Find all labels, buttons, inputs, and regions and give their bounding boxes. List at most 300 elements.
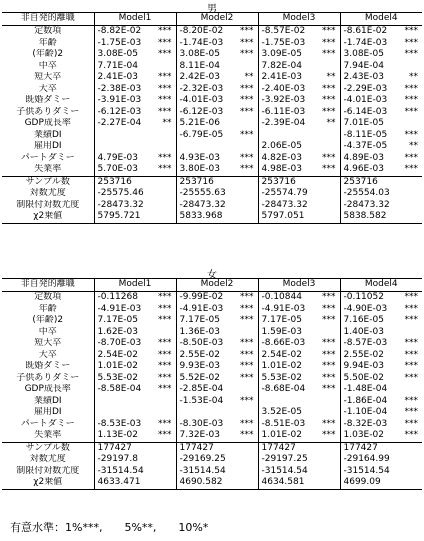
significance-stars: *** — [144, 419, 176, 431]
significance-stars — [144, 327, 176, 339]
row-label: 業績DI — [2, 130, 94, 142]
coefficient-value — [258, 130, 308, 142]
stat-value: -31514.54 — [258, 466, 340, 478]
coefficient-value — [94, 407, 144, 419]
coefficient-value: -6.79E-05 — [179, 129, 224, 140]
coefficient-value: -1.74E-03 — [343, 37, 388, 48]
significance-stars: *** — [404, 372, 418, 383]
model-header: Model2 — [176, 13, 258, 26]
row-label: (年齢)2 — [2, 315, 94, 327]
coefficient-value: -2.27E-04 — [97, 118, 142, 128]
significance-stars: *** — [404, 83, 418, 94]
significance-stars: *** — [404, 152, 418, 163]
significance-stars — [308, 396, 340, 408]
table-row — [2, 373, 422, 385]
stat-value: -29164.99 — [343, 454, 390, 464]
coefficient-value: -1.75E-03 — [97, 37, 142, 48]
significance-stars: *** — [144, 315, 176, 327]
row-label: 大卒 — [2, 84, 94, 96]
significance-stars: *** — [404, 129, 418, 140]
table-row — [2, 49, 422, 61]
significance-stars: *** — [404, 407, 418, 417]
stat-value: -25555.63 — [176, 188, 258, 200]
coefficient-value: 9.94E-03 — [343, 361, 384, 371]
coefficient-value: 7.17E-05 — [97, 315, 138, 325]
table-row — [2, 350, 422, 362]
significance-stars — [390, 327, 422, 339]
significance-stars: *** — [404, 49, 418, 59]
stat-value: 5833.968 — [176, 211, 258, 223]
stat-value: 4633.471 — [94, 477, 176, 489]
significance-stars — [144, 61, 176, 73]
coefficient-value: 7.17E-05 — [179, 315, 220, 325]
coefficient-value: 3.08E-05 — [179, 49, 220, 59]
significance-stars: *** — [144, 430, 176, 442]
coefficient-value: 5.21E-06 — [179, 118, 220, 128]
coefficient-value — [94, 396, 144, 408]
stats-row — [2, 211, 422, 223]
table-row — [2, 292, 422, 304]
significance-stars: *** — [308, 26, 340, 38]
stats-row — [2, 466, 422, 478]
significance-stars: *** — [404, 95, 418, 105]
significance-stars: *** — [226, 430, 258, 442]
coefficient-value: 5.70E-03 — [97, 164, 138, 174]
significance-stars — [308, 407, 340, 419]
stat-value: 5797.051 — [258, 211, 340, 223]
stat-value: -28473.32 — [343, 199, 390, 210]
coefficient-value: -0.11052 — [343, 292, 384, 302]
coefficient-value: -8.68E-04 — [261, 384, 306, 394]
coefficient-value: -8.32E-03 — [343, 418, 388, 429]
significance-stars: *** — [226, 338, 258, 350]
significance-stars: *** — [404, 292, 418, 302]
significance-stars: ** — [226, 72, 258, 84]
significance-stars: *** — [308, 338, 340, 350]
significance-stars: *** — [226, 107, 258, 119]
coefficient-value: -4.37E-05 — [343, 141, 388, 151]
table-row — [2, 107, 422, 119]
stat-value: -31514.54 — [176, 466, 258, 478]
coefficient-value: 2.54E-02 — [97, 349, 138, 360]
stats-row — [2, 477, 422, 489]
significance-stars — [144, 130, 176, 142]
significance-stars: *** — [308, 38, 340, 50]
stat-label: 制限付対数尤度 — [2, 200, 94, 212]
coefficient-value: 4.89E-03 — [343, 152, 384, 163]
significance-stars: *** — [144, 107, 176, 119]
coefficient-value: -8.51E-03 — [261, 418, 306, 429]
significance-stars: *** — [226, 373, 258, 385]
coefficient-value — [94, 141, 144, 153]
coefficient-value: -8.58E-04 — [97, 384, 142, 394]
significance-stars: *** — [226, 361, 258, 373]
stat-label: 対数尤度 — [2, 188, 94, 200]
coefficient-value: 5.53E-02 — [261, 372, 302, 383]
significance-stars: *** — [226, 153, 258, 165]
significance-stars: *** — [308, 315, 340, 327]
coefficient-value: 4.98E-03 — [261, 164, 302, 174]
table-header-row — [2, 279, 422, 292]
coefficient-value: 3.09E-05 — [261, 49, 302, 59]
coefficient-value — [176, 141, 226, 153]
significance-stars: *** — [226, 350, 258, 362]
significance-stars: ** — [308, 118, 340, 130]
coefficient-value: -8.20E-02 — [179, 26, 224, 36]
coefficient-value: 1.03E-02 — [343, 430, 384, 440]
model-header: Model1 — [94, 279, 176, 292]
model-header: Model4 — [340, 279, 422, 292]
table-row — [2, 26, 422, 38]
table-row — [2, 164, 422, 176]
stat-value: -28473.32 — [94, 200, 176, 212]
significance-stars: *** — [404, 430, 418, 440]
coefficient-value: -1.53E-04 — [179, 395, 224, 406]
significance-stars: *** — [144, 373, 176, 385]
stat-value: -28473.32 — [176, 200, 258, 212]
significance-stars: *** — [308, 373, 340, 385]
significance-stars: *** — [404, 37, 418, 48]
significance-stars: *** — [144, 49, 176, 61]
coefficient-value: -9.99E-02 — [179, 292, 224, 302]
row-label: パートダミー — [2, 153, 94, 165]
coefficient-value: 1.36E-03 — [179, 326, 220, 337]
significance-stars: *** — [308, 430, 340, 442]
table-row — [2, 430, 422, 442]
significance-stars — [308, 61, 340, 73]
significance-stars: *** — [308, 361, 340, 373]
row-label: 既婚ダミー — [2, 95, 94, 107]
significance-footnote: 有意水準：1%***, 5%**, 10%* — [10, 521, 209, 534]
coefficient-value: 7.17E-05 — [261, 315, 302, 325]
significance-stars: *** — [144, 26, 176, 38]
row-label: 年齢 — [2, 38, 94, 50]
coefficient-value: 8.11E-04 — [179, 60, 220, 71]
significance-stars: *** — [308, 153, 340, 165]
coefficient-value: 9.93E-03 — [179, 361, 220, 371]
significance-stars — [390, 61, 422, 73]
coefficient-value: -4.01E-03 — [179, 95, 224, 105]
table-row — [2, 38, 422, 50]
coefficient-value: -4.91E-03 — [179, 303, 224, 314]
significance-stars: *** — [404, 418, 418, 429]
coefficient-value: -2.40E-03 — [261, 83, 306, 94]
stat-label: 対数尤度 — [2, 454, 94, 466]
coefficient-value: -1.86E-04 — [343, 395, 388, 406]
significance-stars: *** — [226, 315, 258, 327]
significance-stars: ** — [409, 141, 418, 151]
section-title-female: 女 — [207, 270, 217, 281]
coefficient-value: 3.52E-05 — [261, 407, 302, 417]
coefficient-value: 3.08E-05 — [343, 49, 384, 59]
row-label: 短大卒 — [2, 72, 94, 84]
significance-stars: *** — [308, 164, 340, 176]
significance-stars — [226, 141, 258, 153]
stat-value: -31514.54 — [343, 465, 390, 476]
row-label: 雇用DI — [2, 141, 94, 153]
row-label: 失業率 — [2, 164, 94, 176]
significance-stars: *** — [404, 26, 418, 36]
significance-stars: *** — [144, 338, 176, 350]
significance-stars — [144, 141, 176, 153]
row-label: 業績DI — [2, 396, 94, 408]
significance-stars — [144, 396, 176, 408]
significance-stars: *** — [404, 164, 418, 174]
stat-value: 177427 — [176, 442, 258, 454]
model-header: Model1 — [94, 13, 176, 26]
stat-label: χ2乗値 — [2, 477, 94, 489]
row-label: 中卒 — [2, 61, 94, 73]
coefficient-value: -8.57E-03 — [343, 338, 388, 348]
significance-stars: *** — [226, 304, 258, 316]
coefficient-value: -0.11268 — [97, 292, 138, 302]
coefficient-value: 5.53E-02 — [97, 372, 138, 383]
coefficient-value — [176, 407, 226, 419]
coefficient-value: 7.32E-03 — [179, 430, 220, 440]
coefficient-value: -6.14E-03 — [343, 106, 388, 117]
header-label: 非自発的離職 — [2, 13, 94, 26]
stat-value: 177427 — [340, 442, 422, 454]
stat-value: -28473.32 — [258, 200, 340, 212]
significance-stars: *** — [404, 349, 418, 360]
row-label: 年齢 — [2, 304, 94, 316]
coefficient-value: -1.75E-03 — [261, 37, 306, 48]
table-row — [2, 95, 422, 107]
significance-stars: *** — [144, 84, 176, 96]
stat-value: -31514.54 — [94, 466, 176, 478]
table-row — [2, 72, 422, 84]
coefficient-value: 2.55E-02 — [179, 349, 220, 360]
significance-stars: *** — [226, 84, 258, 96]
significance-stars: *** — [144, 153, 176, 165]
coefficient-value: -2.85E-04 — [179, 384, 224, 394]
significance-stars: *** — [144, 350, 176, 362]
significance-stars: *** — [404, 106, 418, 117]
stat-value: -29197.8 — [94, 454, 176, 466]
table-row — [2, 419, 422, 431]
coefficient-value: -8.70E-03 — [97, 338, 142, 348]
stat-value: 253716 — [94, 176, 176, 188]
significance-stars — [226, 327, 258, 339]
table-row — [2, 304, 422, 316]
significance-stars — [390, 384, 422, 396]
significance-stars: *** — [308, 419, 340, 431]
significance-stars: *** — [144, 38, 176, 50]
coefficient-value: 7.16E-05 — [343, 315, 384, 325]
coefficient-value: 7.71E-04 — [97, 60, 138, 71]
significance-stars: *** — [144, 95, 176, 107]
coefficient-value: -4.91E-03 — [261, 303, 306, 314]
coefficient-value: 1.01E-02 — [261, 361, 302, 371]
coefficient-value: 3.80E-03 — [179, 164, 220, 174]
row-label: (年齢)2 — [2, 49, 94, 61]
significance-stars: *** — [308, 292, 340, 304]
significance-stars — [226, 118, 258, 130]
table-row — [2, 141, 422, 153]
model-header: Model3 — [258, 13, 340, 26]
coefficient-value: 1.01E-02 — [261, 430, 302, 440]
stat-value: 253716 — [340, 176, 422, 188]
coefficient-value: -4.01E-03 — [343, 95, 388, 105]
significance-stars: *** — [144, 72, 176, 84]
row-label: 雇用DI — [2, 407, 94, 419]
row-label: 大卒 — [2, 350, 94, 362]
coefficient-value: 1.62E-03 — [97, 326, 138, 337]
stats-row — [2, 200, 422, 212]
coefficient-value: -8.57E-02 — [261, 26, 306, 36]
model-header: Model4 — [340, 13, 422, 26]
stats-row — [2, 188, 422, 200]
coefficient-value: -6.11E-03 — [261, 106, 306, 117]
stat-value: 4690.582 — [176, 477, 258, 489]
coefficient-value: -8.82E-02 — [97, 26, 142, 36]
significance-stars: *** — [144, 292, 176, 304]
significance-stars: *** — [226, 292, 258, 304]
coefficient-value: -2.39E-04 — [261, 118, 306, 128]
stat-value: -29169.25 — [176, 454, 258, 466]
significance-stars — [308, 141, 340, 153]
coefficient-value: 2.06E-05 — [261, 141, 302, 151]
significance-stars: *** — [308, 95, 340, 107]
significance-stars — [390, 118, 422, 130]
coefficient-value: -8.66E-03 — [261, 338, 306, 348]
coefficient-value: 5.50E-02 — [343, 372, 384, 383]
coefficient-value: 5.52E-02 — [179, 372, 220, 383]
coefficient-value: -4.90E-03 — [343, 303, 388, 314]
coefficient-value: 7.82E-04 — [261, 60, 302, 71]
coefficient-value: -8.53E-03 — [97, 418, 142, 429]
coefficient-value: -4.91E-03 — [97, 303, 142, 314]
coefficient-value: -2.38E-03 — [97, 83, 142, 94]
table-row — [2, 153, 422, 165]
significance-stars: ** — [308, 72, 340, 84]
row-label: 短大卒 — [2, 338, 94, 350]
regression-table-female — [2, 278, 422, 490]
significance-stars: ** — [144, 118, 176, 130]
significance-stars: *** — [144, 304, 176, 316]
significance-stars: *** — [226, 26, 258, 38]
significance-stars: *** — [308, 107, 340, 119]
coefficient-value: -8.61E-02 — [343, 26, 388, 36]
coefficient-value: -6.12E-03 — [179, 106, 224, 117]
coefficient-value: 3.08E-05 — [97, 49, 138, 59]
stat-label: サンプル数 — [2, 176, 94, 188]
significance-stars: *** — [226, 130, 258, 142]
header-label: 非自発的離職 — [2, 279, 94, 292]
significance-stars — [226, 407, 258, 419]
coefficient-value: 4.79E-03 — [97, 152, 138, 163]
coefficient-value — [258, 396, 308, 408]
coefficient-value: 1.01E-02 — [97, 361, 138, 371]
stat-value: -25575.46 — [94, 188, 176, 200]
row-label: パートダミー — [2, 419, 94, 431]
significance-stars: *** — [226, 419, 258, 431]
model-header: Model2 — [176, 279, 258, 292]
significance-stars: *** — [226, 396, 258, 408]
coefficient-value: -6.12E-03 — [97, 106, 142, 117]
coefficient-value: -2.32E-03 — [179, 83, 224, 94]
stat-value: -25574.79 — [258, 188, 340, 200]
table-header-row — [2, 13, 422, 26]
stat-label: 制限付対数尤度 — [2, 466, 94, 478]
significance-stars — [144, 407, 176, 419]
stat-value: -29197.25 — [258, 454, 340, 466]
significance-stars: *** — [226, 38, 258, 50]
stat-value: 177427 — [258, 442, 340, 454]
stat-value: 253716 — [176, 176, 258, 188]
table-row — [2, 61, 422, 73]
significance-stars: *** — [308, 49, 340, 61]
row-label: 既婚ダミー — [2, 361, 94, 373]
row-label: 失業率 — [2, 430, 94, 442]
significance-stars: *** — [404, 303, 418, 314]
coefficient-value: -1.74E-03 — [179, 37, 224, 48]
table-row — [2, 338, 422, 350]
table-row — [2, 407, 422, 419]
significance-stars: *** — [404, 395, 418, 406]
stat-value: 4699.09 — [340, 477, 422, 489]
table-row — [2, 84, 422, 96]
row-label: 定数項 — [2, 292, 94, 304]
stat-label: χ2乗値 — [2, 211, 94, 223]
coefficient-value: -1.10E-04 — [343, 407, 388, 417]
stat-value: -25554.03 — [343, 188, 390, 198]
row-label: 子供ありダミー — [2, 107, 94, 119]
coefficient-value: 2.41E-03 — [97, 72, 138, 82]
coefficient-value: -8.50E-03 — [179, 338, 224, 348]
coefficient-value: 1.59E-03 — [261, 326, 302, 337]
stat-value: 4634.581 — [258, 477, 340, 489]
coefficient-value: 7.94E-04 — [343, 60, 384, 71]
significance-stars: *** — [404, 315, 418, 325]
significance-stars: *** — [308, 304, 340, 316]
significance-stars: *** — [308, 84, 340, 96]
regression-table-male — [2, 12, 422, 224]
coefficient-value: 2.55E-02 — [343, 349, 384, 360]
significance-stars: *** — [308, 350, 340, 362]
coefficient-value: 4.96E-03 — [343, 164, 384, 174]
stat-value: 5795.721 — [94, 211, 176, 223]
table-row — [2, 130, 422, 142]
coefficient-value: 4.82E-03 — [261, 152, 302, 163]
section-title-male: 男 — [207, 4, 217, 15]
significance-stars: *** — [144, 164, 176, 176]
stats-row — [2, 442, 422, 454]
stat-label: サンプル数 — [2, 442, 94, 454]
table-row — [2, 384, 422, 396]
row-label: 定数項 — [2, 26, 94, 38]
table-row — [2, 327, 422, 339]
significance-stars: *** — [144, 361, 176, 373]
table-row — [2, 361, 422, 373]
coefficient-value: -8.30E-03 — [179, 418, 224, 429]
row-label: GDP成長率 — [2, 118, 94, 130]
significance-stars: *** — [226, 49, 258, 61]
significance-stars — [226, 61, 258, 73]
significance-stars: *** — [404, 338, 418, 348]
significance-stars: ** — [409, 72, 418, 82]
row-label: GDP成長率 — [2, 384, 94, 396]
coefficient-value: 2.43E-03 — [343, 72, 384, 82]
coefficient-value: -3.91E-03 — [97, 95, 142, 105]
coefficient-value — [94, 130, 144, 142]
row-label: 中卒 — [2, 327, 94, 339]
stat-value: 177427 — [94, 442, 176, 454]
table-row — [2, 315, 422, 327]
significance-stars: *** — [226, 95, 258, 107]
significance-stars — [226, 384, 258, 396]
coefficient-value: -2.29E-03 — [343, 83, 388, 94]
